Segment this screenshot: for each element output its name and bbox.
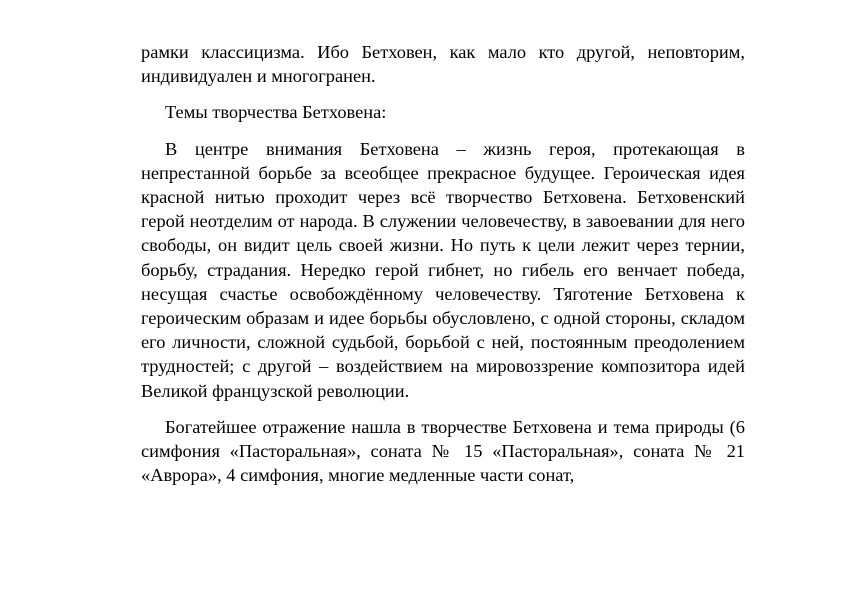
- paragraph-heroic-theme: В центре внимания Бетховена – жизнь героя, протекающая в непрестанной борьбе за всеобщее прекрасное будущее. Героическая идея красной нитью проходит через всё творчество Бетховена. Бетховенский герой неотделим от народа. В служении человечеству, в завоевании для него свободы, он видит цель своей жизни. Но путь к цели лежит через тернии, борьбу, страдания. Нередко герой гибнет, но гибель его венчает победа, несущая счастье освобождённому человечеству. Тяготение Бетховена к героическим образам и идее борьбы обусловлено, с одной стороны, складом его личности, сложной судьбой, борьбой с ней, постоянным преодолением трудностей; с другой – воздействием на мировоззрение композитора идей Великой французской революции.: [141, 138, 745, 401]
- paragraph-themes-heading: Темы творчества Бетховена:: [165, 102, 387, 123]
- paragraph-continuation: рамки классицизма. Ибо Бетховен, как мало кто другой, неповторим, индивидуален и многогранен.: [141, 42, 745, 87]
- paragraph-nature-theme: Богатейшее отражение нашла в творчестве Бетховена и тема природы (6 симфония «Пасторальная», соната № 15 «Пасторальная», соната № 21 «Аврора», 4 симфония, многие медленные части сонат,: [141, 416, 745, 486]
- document-body: [141, 40, 745, 487]
